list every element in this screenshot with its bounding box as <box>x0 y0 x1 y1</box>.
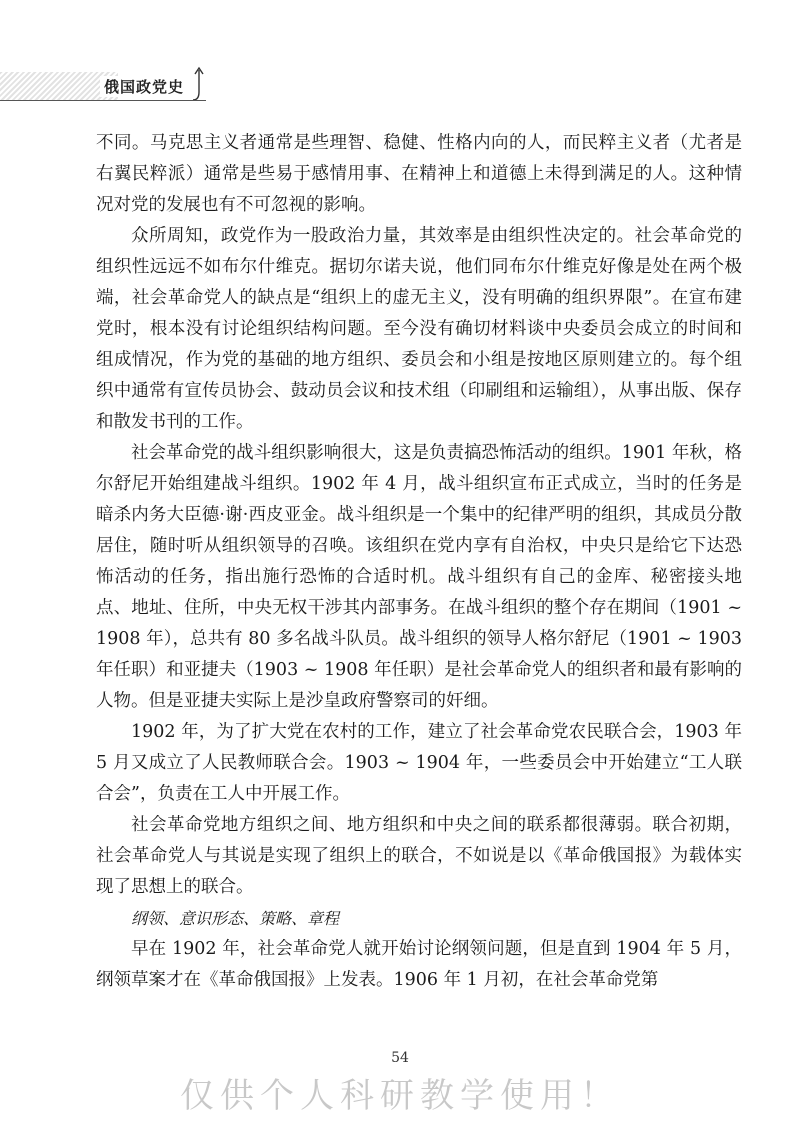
paragraph: 不同。马克思主义者通常是些理智、稳健、性格内向的人，而民粹主义者（尤者是右翼民粹派）通常是些易于感情用事、在精神上和道德上未得到满足的人。这种情况对党的发展也有不可忽视的影响。 <box>96 133 742 215</box>
section-subheading: 纲领、意识形态、策略、章程 <box>131 909 340 928</box>
header-rule <box>0 100 206 101</box>
page-body <box>96 128 742 996</box>
paragraph: 社会革命党的战斗组织影响很大，这是负责搞恐怖活动的组织。1901 年秋，格尔舒尼开始组建战斗组织。1902 年 4 月，战斗组织宣布正式成立，当时的任务是暗杀内务大臣德·谢·西皮亚金。战斗组织是一个集中的纪律严明的组织，其成员分散居住，随时听从组织领导的召唤。该组织在党内享有自治权，中央只是给它下达恐怖活动的任务，指出施行恐怖的合适时机。战斗组织有自己的金库、秘密接头地点、地址、住所，中央无权干涉其内部事务。在战斗组织的整个存在期间（1901 ~ 1908 年），总共有 80 多名战斗队员。战斗组织的领导人格尔舒尼（1901 ~ 1903 年任职）和亚捷夫（1903 ~ 1908 年任职）是社会革命党人的组织者和最有影响的人物。但是亚捷夫实际上是沙皇政府警察司的奸细。 <box>96 443 742 711</box>
paragraph: 1902 年，为了扩大党在农村的工作，建立了社会革命党农民联合会，1903 年 5 月又成立了人民教师联合会。1903 ~ 1904 年，一些委员会中开始建立“工人联合会”，负责在工人中开展工作。 <box>96 722 742 804</box>
page-number: 54 <box>391 1050 409 1066</box>
running-header-title: 俄国政党史 <box>100 76 188 97</box>
paragraph: 社会革命党地方组织之间、地方组织和中央之间的联系都很薄弱。联合初期，社会革命党人与其说是实现了组织上的联合，不如说是以《革命俄国报》为载体实现了思想上的联合。 <box>96 815 742 897</box>
paragraph: 众所周知，政党作为一股政治力量，其效率是由组织性决定的。社会革命党的组织性远远不如布尔什维克。据切尔诺夫说，他们同布尔什维克好像是处在两个极端，社会革命党人的缺点是“组织上的虚无主义，没有明确的组织界限”。在宣布建党时，根本没有讨论组织结构问题。至今没有确切材料谈中央委员会成立的时间和组成情况，作为党的基础的地方组织、委员会和小组是按地区原则建立的。每个组织中通常有宣传员协会、鼓动员会议和技术组（印刷组和运输组），从事出版、保存和散发书刊的工作。 <box>96 226 742 432</box>
paragraph: 早在 1902 年，社会革命党人就开始讨论纲领问题，但是直到 1904 年 5 月，纲领草案才在《革命俄国报》上发表。1906 年 1 月初，在社会革命党第 <box>96 939 742 990</box>
header-arrow-icon <box>190 66 208 102</box>
watermark: 仅供个人科研教学使用！ <box>180 1076 620 1116</box>
